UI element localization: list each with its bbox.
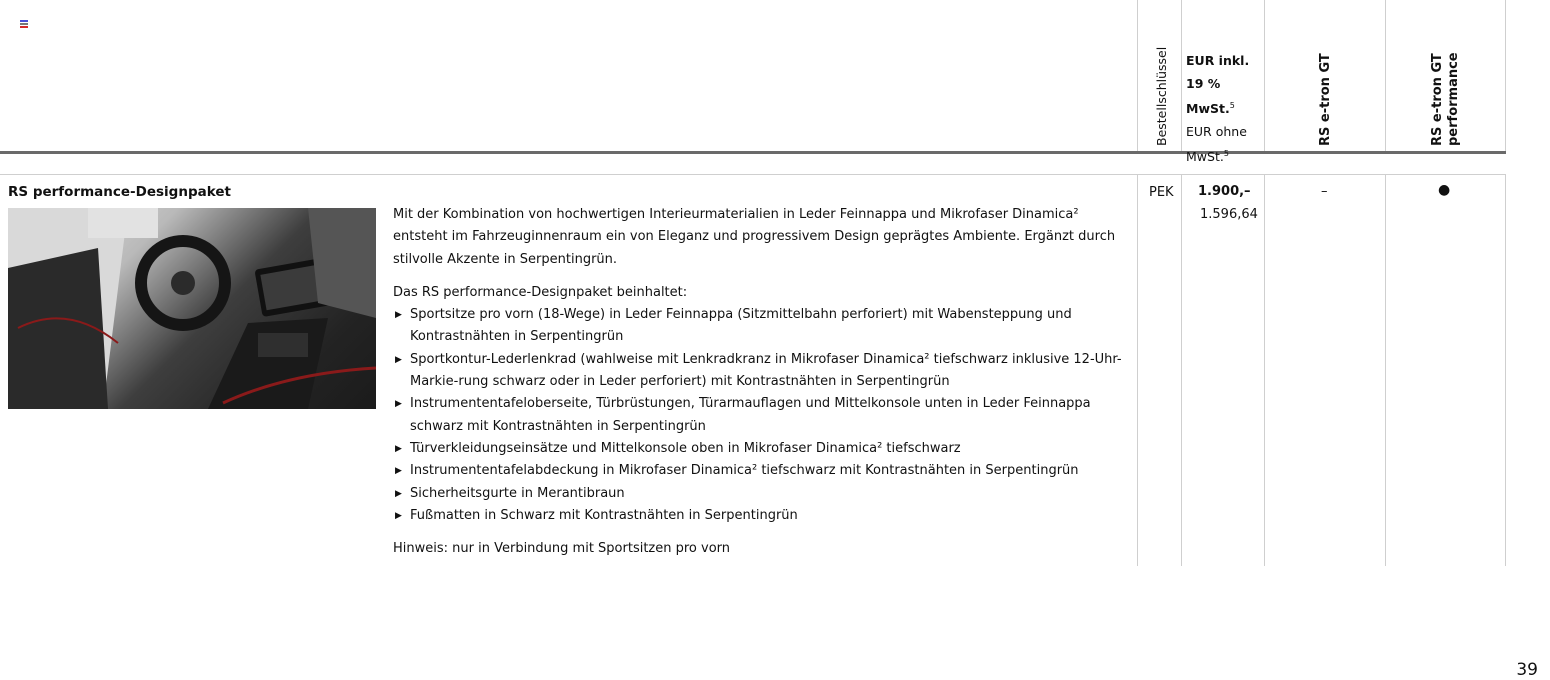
package-items <box>393 304 1128 527</box>
grid-line <box>1181 0 1182 152</box>
header-rule <box>0 151 1506 154</box>
package-description <box>393 204 1128 560</box>
list-item-text: Türverkleidungseinsätze und Mittelkonsole oben in Mikrofaser Dinamica² tiefschwarz <box>410 440 961 456</box>
grid-line <box>1264 175 1265 566</box>
list-item <box>393 304 1128 349</box>
col-header-model-2-line1: RS e-tron GT <box>1430 53 1445 146</box>
footnote-5: 5 <box>1223 149 1229 159</box>
list-item <box>393 438 1128 460</box>
grid-line <box>1505 175 1506 566</box>
list-item-text: Fußmatten in Schwarz mit Kontrastnähten in Serpentingrün <box>410 507 798 523</box>
list-item-text: Sicherheitsgurte in Merantibraun <box>410 485 625 501</box>
car-interior-photo <box>8 208 376 409</box>
package-note: Hinweis: nur in Verbindung mit Sportsitzen pro vorn <box>393 541 731 557</box>
bullet-icon: ▶ <box>395 510 402 521</box>
list-item <box>393 505 1128 527</box>
col-header-model-2-line2: performance <box>1446 52 1461 146</box>
price-gross-line2: 19 % MwSt. <box>1186 75 1230 117</box>
bullet-icon: ▶ <box>395 443 402 454</box>
grid-line <box>1137 175 1138 566</box>
grid-line <box>1385 175 1386 566</box>
bullet-icon: ▶ <box>395 466 402 477</box>
footnote-5: 5 <box>1229 101 1235 110</box>
price-gross: 1.900,– <box>1198 184 1251 199</box>
list-item-text: Instrumententafelabdeckung in Mikrofaser Dinamica² tiefschwarz mit Kontrastnähten in Serpentingrün <box>410 463 1079 479</box>
bullet-icon: ▶ <box>395 354 402 365</box>
grid-line <box>1181 175 1182 566</box>
list-item <box>393 349 1128 394</box>
bullet-icon: ▶ <box>395 488 402 499</box>
package-contains-label: Das RS performance-Designpaket beinhaltet: <box>393 284 688 300</box>
col-header-model-2 <box>1430 52 1462 146</box>
package-title: RS performance-Designpaket <box>8 184 231 200</box>
list-item-text: Instrumententafeloberseite, Türbrüstungen, Türarmauflagen und Mittelkonsole unten in Leder Feinnappa schwarz mit Kontrastnähten in Serpentingrün <box>410 396 1091 434</box>
model-1-availability: – <box>1321 184 1328 199</box>
list-item <box>393 460 1128 482</box>
price-net-line1: EUR ohne <box>1186 123 1247 139</box>
grid-line <box>1137 0 1138 152</box>
list-item <box>393 393 1128 438</box>
list-item <box>393 483 1128 505</box>
package-intro: Mit der Kombination von hochwertigen Interieurmaterialien in Leder Feinnappa und Mikrofaser Dinamica² entsteht im Fahrzeuginnenraum ein von Eleganz und progressivem Design geprägtes Ambiente. Ergänzt durch stilvolle Akzente in Serpentingrün. <box>393 207 1116 267</box>
page-number: 39 <box>1516 660 1538 680</box>
price-net: 1.596,64 <box>1200 207 1258 222</box>
grid-line <box>1505 0 1506 152</box>
bullet-icon: ▶ <box>395 310 402 321</box>
price-gross-line1: EUR inkl. <box>1186 53 1250 68</box>
col-header-price <box>1186 50 1266 169</box>
list-item-text: Sportsitze pro vorn (18-Wege) in Leder Feinnappa (Sitzmittelbahn perforiert) mit Wabensteppung und Kontrastnähten in Serpentingrün <box>410 307 1072 345</box>
bullet-icon: ▶ <box>395 399 402 410</box>
col-header-order-key: Bestellschlüssel <box>1154 46 1169 146</box>
model-2-availability-dot-icon: ● <box>1438 182 1451 198</box>
flag-icon <box>20 20 28 27</box>
order-code: PEK <box>1149 185 1174 200</box>
price-net-line2: MwSt. <box>1186 149 1224 165</box>
row-divider <box>0 174 1506 175</box>
grid-line <box>1385 0 1386 152</box>
car-interior-illustration <box>8 208 376 409</box>
list-item-text: Sportkontur-Lederlenkrad (wahlweise mit Lenkradkranz in Mikrofaser Dinamica² tiefschwarz inklusive 12-Uhr-Markie-rung schwarz oder in Leder perforiert) mit Kontrastnähten in Serpentingrün <box>410 351 1122 390</box>
col-header-model-1: RS e-tron GT <box>1318 53 1333 146</box>
